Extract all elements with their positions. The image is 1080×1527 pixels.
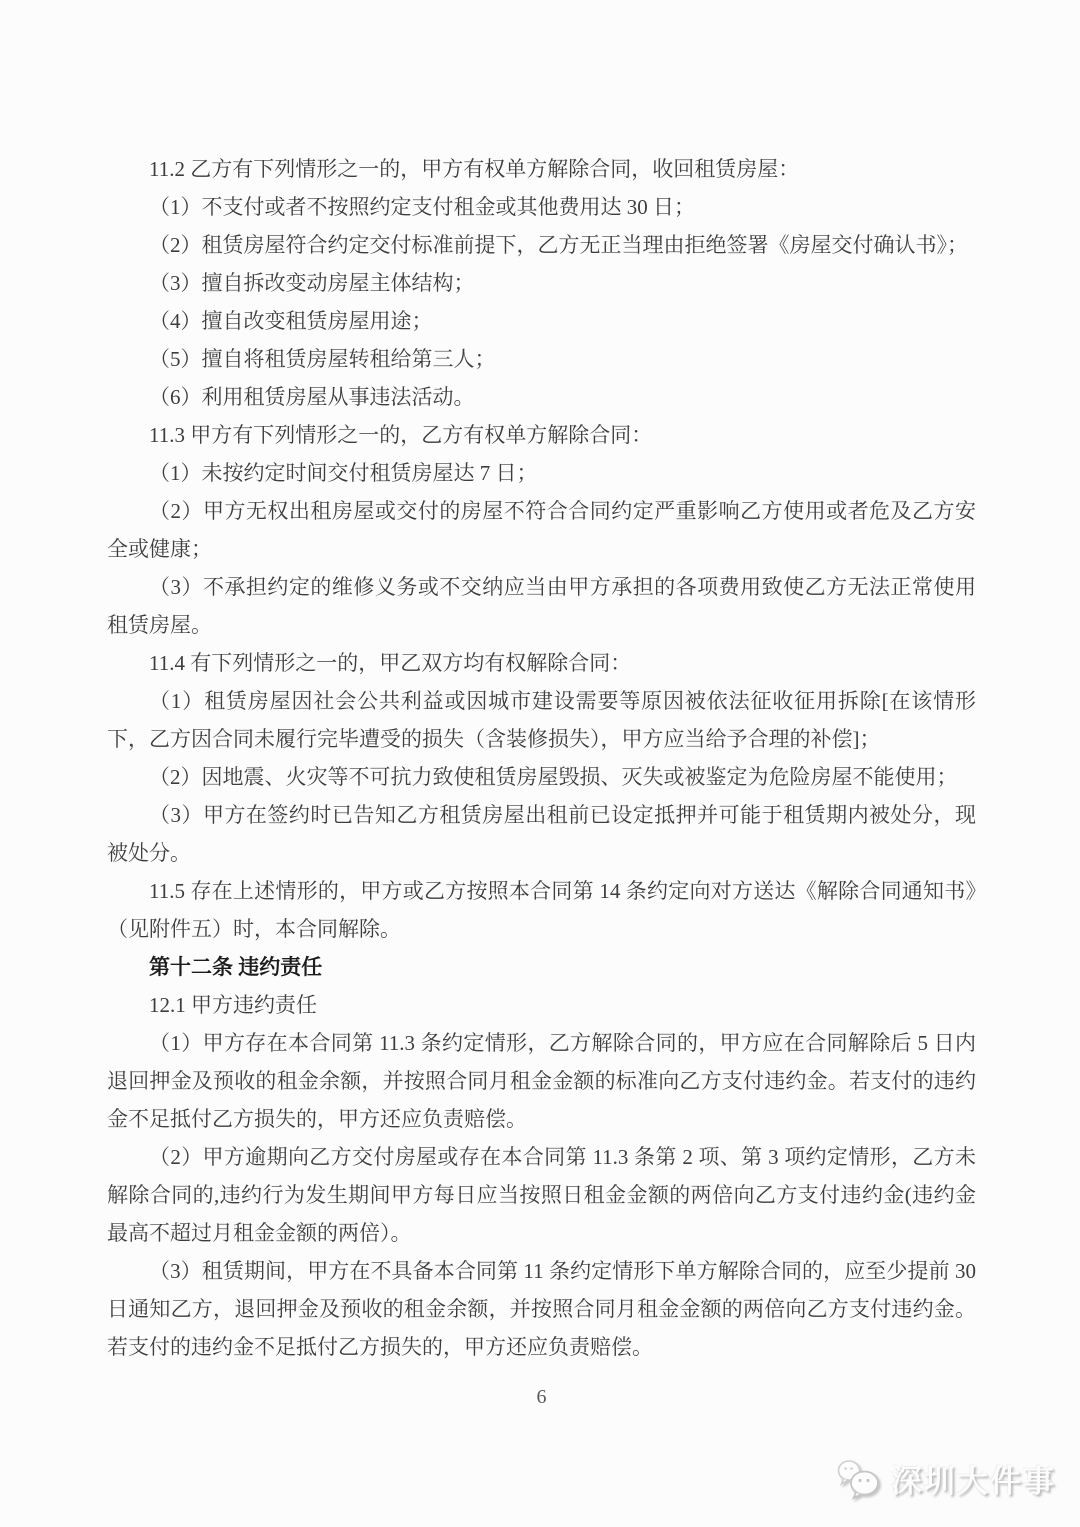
clause-11-2-item-3: （3）擅自拆改变动房屋主体结构； (149, 271, 475, 295)
clause-11-4-item-3: （3）甲方在签约时已告知乙方租赁房屋出租前已设定抵押并可能于租赁期内被处分，现被处分。 (107, 803, 976, 865)
wechat-chat-bubbles-icon (836, 1458, 882, 1500)
contract-page-body (107, 150, 976, 1409)
clause-11-2-item-4: （4）擅自改变租赁房屋用途； (149, 309, 433, 333)
clause-12-1-item-2: （2）甲方逾期向乙方交付房屋或存在本合同第 11.3 条第 2 项、第 3 项约定情形，乙方未解除合同的,违约行为发生期间甲方每日应当按照日租金金额的两倍向乙方支付违约金(违约金最高不超过月租金金额的两倍）。 (107, 1145, 976, 1245)
clause-11-3-item-1: （1）未按约定时间交付租赁房屋达 7 日； (149, 461, 538, 485)
watermark (836, 1456, 1056, 1501)
clause-11-2: 11.2 乙方有下列情形之一的，甲方有权单方解除合同，收回租赁房屋： (149, 157, 800, 181)
clause-11-2-item-2: （2）租赁房屋符合约定交付标准前提下，乙方无正当理由拒绝签署《房屋交付确认书》； (149, 233, 968, 257)
clause-12-1: 12.1 甲方违约责任 (149, 993, 317, 1017)
clause-12-1-item-1: （1）甲方存在本合同第 11.3 条约定情形，乙方解除合同的，甲方应在合同解除后 5 日内退回押金及预收的租金余额，并按照合同月租金金额的标准向乙方支付违约金。若支付的违约金不足抵付乙方损失的，甲方还应负责赔偿。 (107, 1031, 976, 1131)
clause-11-3-item-2: （2）甲方无权出租房屋或交付的房屋不符合合同约定严重影响乙方使用或者危及乙方安全或健康； (107, 499, 976, 561)
page-number: 6 (536, 1386, 547, 1408)
clause-11-4-item-1: （1）租赁房屋因社会公共利益或因城市建设需要等原因被依法征收征用拆除[在该情形下，乙方因合同未履行完毕遭受的损失（含装修损失），甲方应当给予合理的补偿]； (107, 689, 976, 751)
clause-11-5: 11.5 存在上述情形的，甲方或乙方按照本合同第 14 条约定向对方送达《解除合同通知书》（见附件五）时，本合同解除。 (107, 879, 976, 941)
clause-12-1-item-3: （3）租赁期间，甲方在不具备本合同第 11 条约定情形下单方解除合同的，应至少提前 30 日通知乙方，退回押金及预收的租金余额，并按照合同月租金金额的两倍向乙方支付违约金。若支付的违约金不足抵付乙方损失的，甲方还应负责赔偿。 (107, 1259, 976, 1359)
clause-11-2-item-5: （5）擅自将租赁房屋转租给第三人； (149, 347, 496, 371)
article-12-heading: 第十二条 违约责任 (149, 955, 323, 979)
clause-11-4: 11.4 有下列情形之一的，甲乙双方均有权解除合同： (149, 651, 632, 675)
watermark-label: 深圳大件事 (891, 1464, 1056, 1499)
clause-11-2-item-6: （6）利用租赁房屋从事违法活动。 (149, 385, 475, 409)
clause-11-3: 11.3 甲方有下列情形之一的，乙方有权单方解除合同： (149, 423, 653, 447)
clause-11-4-item-2: （2）因地震、火灾等不可抗力致使租赁房屋毁损、灭失或被鉴定为危险房屋不能使用； (149, 765, 958, 789)
clause-11-2-item-1: （1）不支付或者不按照约定支付租金或其他费用达 30 日； (149, 195, 695, 219)
clause-11-3-item-3: （3）不承担约定的维修义务或不交纳应当由甲方承担的各项费用致使乙方无法正常使用租赁房屋。 (107, 575, 976, 637)
